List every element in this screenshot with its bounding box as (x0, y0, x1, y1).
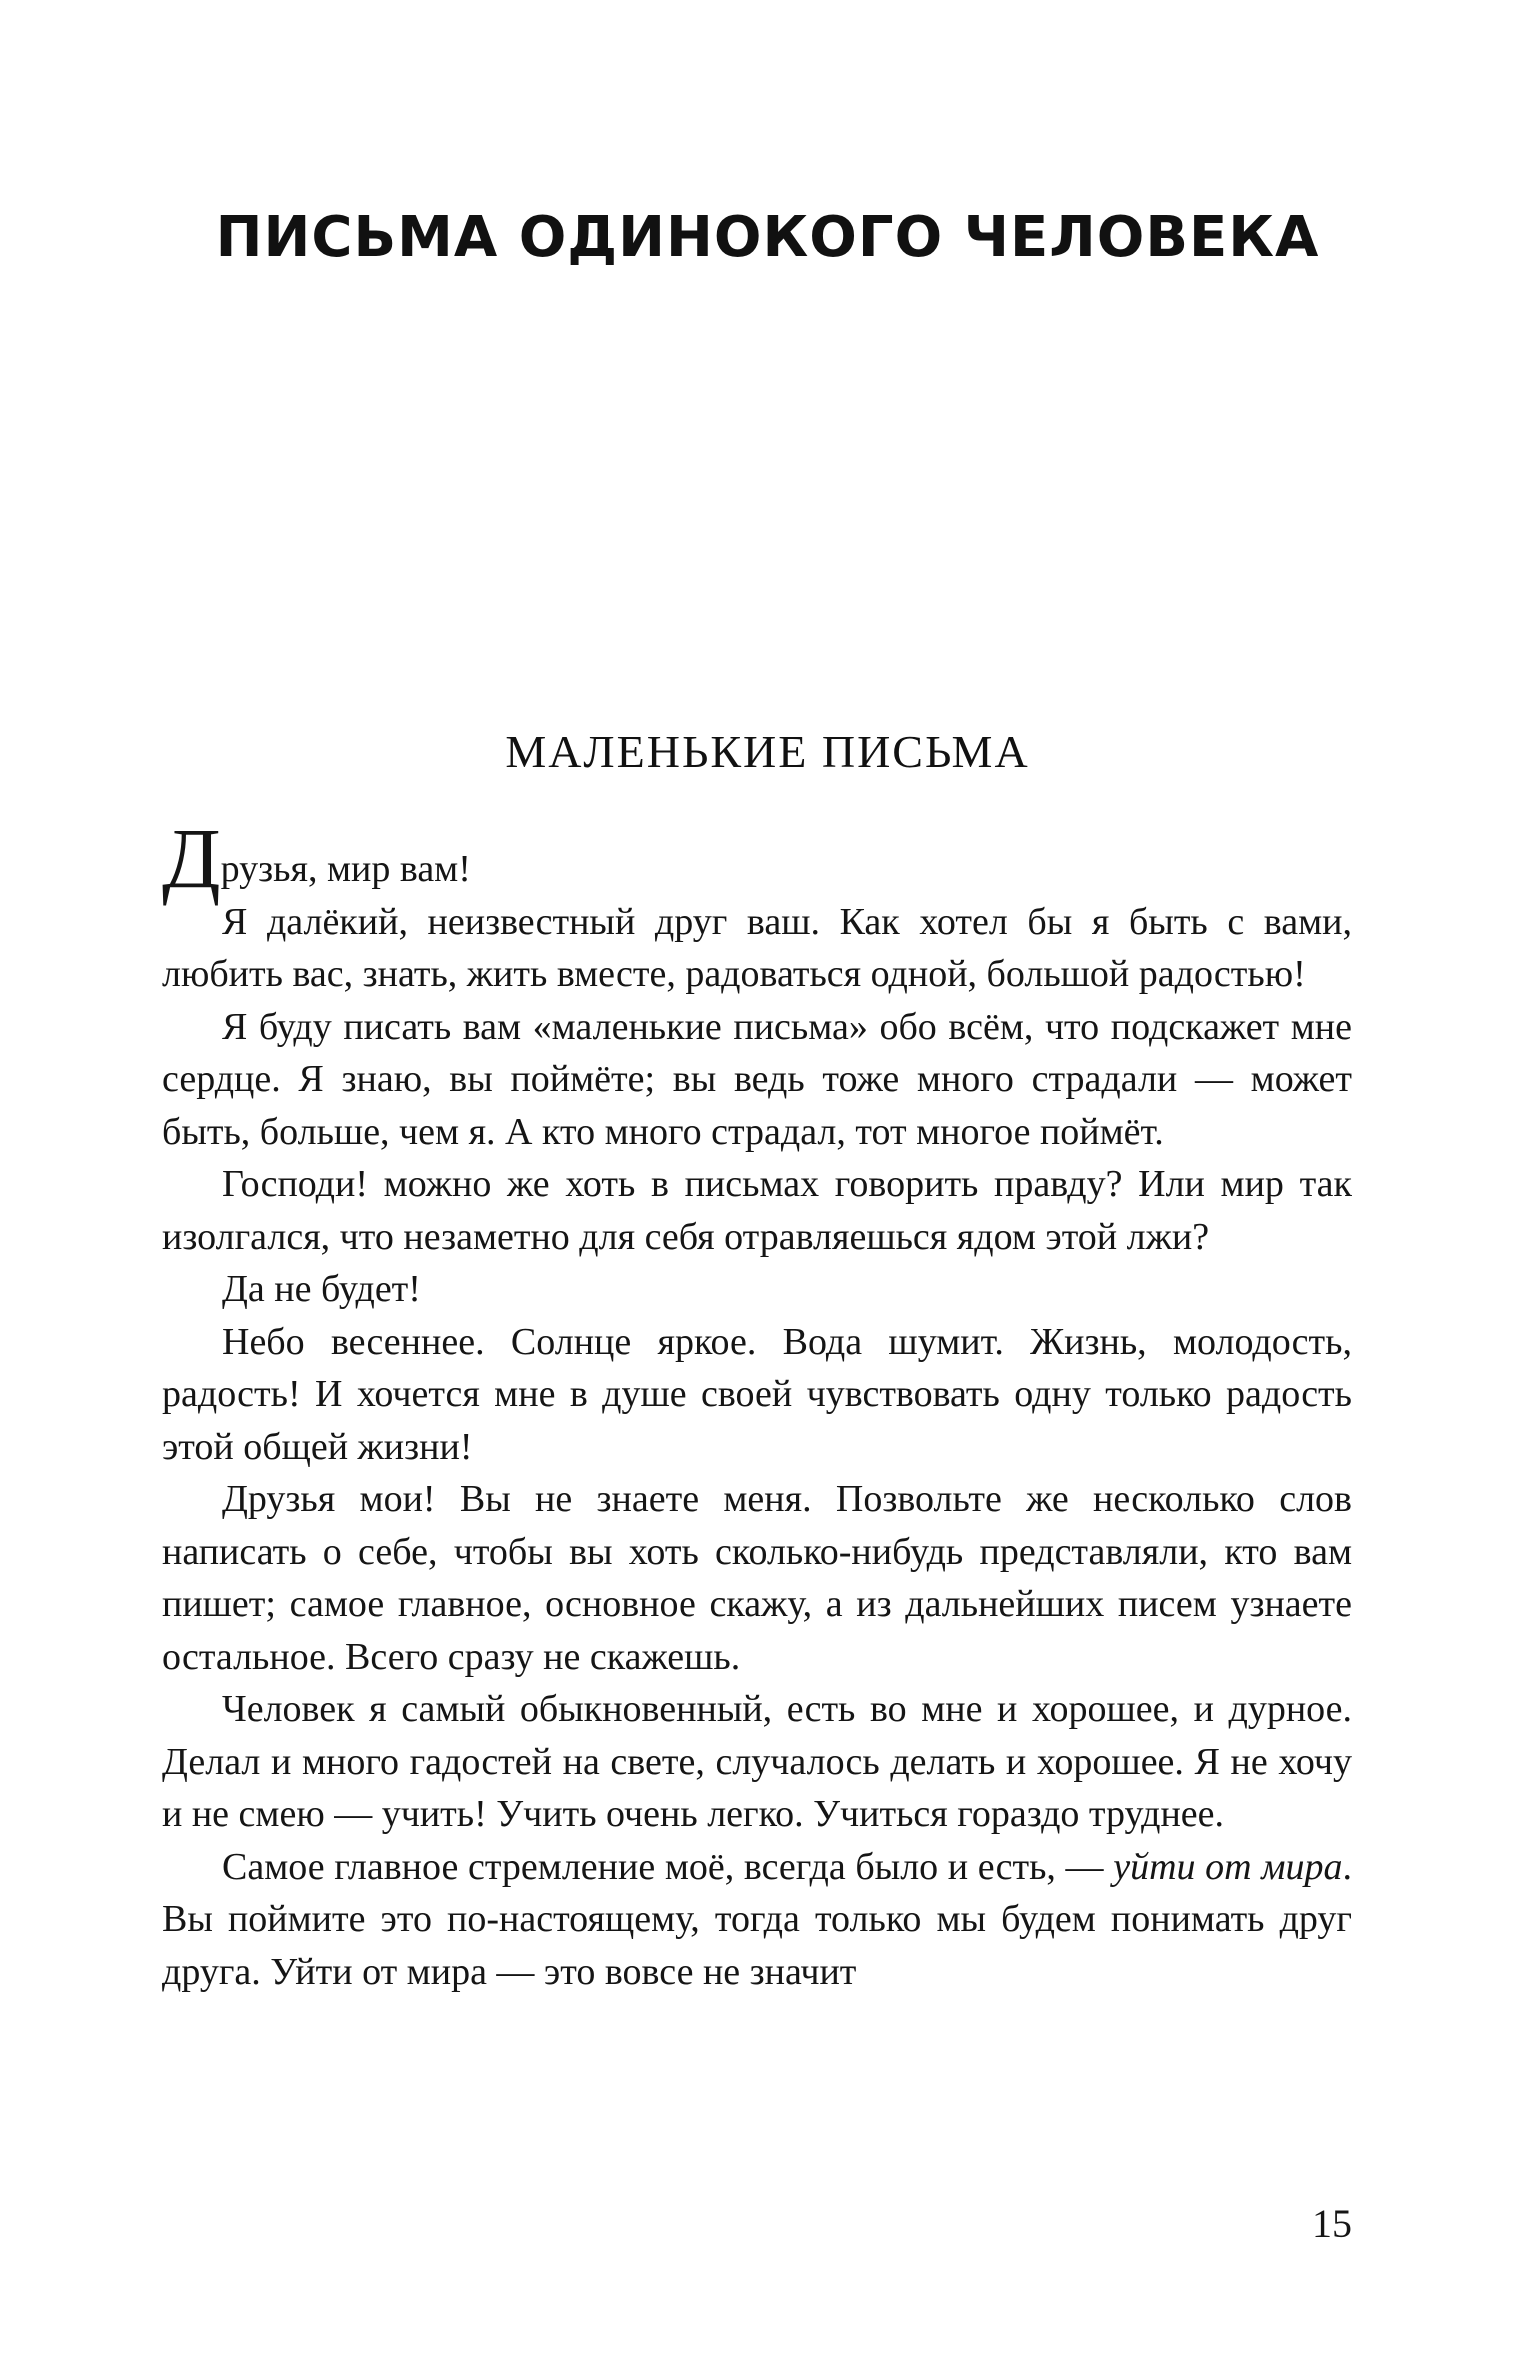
dropcap: Д (162, 810, 221, 906)
page-number: 15 (1312, 2201, 1352, 2246)
paragraph-last-start: Самое главное стремление моё, всегда было и есть, — (222, 1845, 1114, 1888)
paragraph: Человек я самый обыкновенный, есть во мне и хорошее, и дурное. Делал и много гадостей на свете, случалось делать и хорошее. Я не хочу и не смею — учить! Учить очень легко. Учиться гораздо труднее. (162, 1688, 1352, 1835)
section-title: МАЛЕНЬКИЕ ПИСЬМА (505, 726, 1030, 777)
paragraph: Друзья мои! Вы не знаете меня. Позвольте же несколько слов написать о себе, чтобы вы хоть сколько-нибудь представляли, кто вам пишет; самое главное, основное скажу, а из дальнейших писем узнаете остальное. Всего сразу не скажешь. (162, 1478, 1352, 1678)
paragraph: Да не будет! (222, 1268, 421, 1310)
paragraph: Небо весеннее. Солнце яркое. Вода шумит. Жизнь, молодость, радость! И хочется мне в душе своей чувствовать одну только радость этой общей жизни! (162, 1320, 1352, 1468)
paragraph-last-end: . Вы поймите это по-настоящему, тогда только мы будем понимать друг друга. Уйти от мира — это вовсе не значит (162, 1845, 1352, 1993)
paragraph: Я буду писать вам «маленькие письма» обо всём, что подскажет мне сердце. Я знаю, вы поймёте; вы ведь тоже много страдали — может быть, больше, чем я. А кто много страдал, тот многое поймёт. (162, 1005, 1352, 1153)
paragraph: Я далёкий, неизвестный друг ваш. Как хотел бы я быть с вами, любить вас, знать, жить вместе, радоваться одной, большой радостью! (162, 900, 1352, 995)
opening-line (162, 810, 1352, 906)
paragraph-last-italic: уйти от мира (1113, 1845, 1343, 1888)
main-title: ПИСЬМА ОДИНОКОГО ЧЕЛОВЕКА (215, 205, 1320, 270)
paragraph-last (162, 1841, 1352, 1999)
paragraph: Господи! можно же хоть в письмах говорить правду? Или мир так изолгался, что незаметно для себя отравляешься ядом этой лжи? (162, 1163, 1352, 1258)
opening-line-text: рузья, мир вам! (220, 848, 471, 890)
body-text (162, 810, 1352, 1998)
